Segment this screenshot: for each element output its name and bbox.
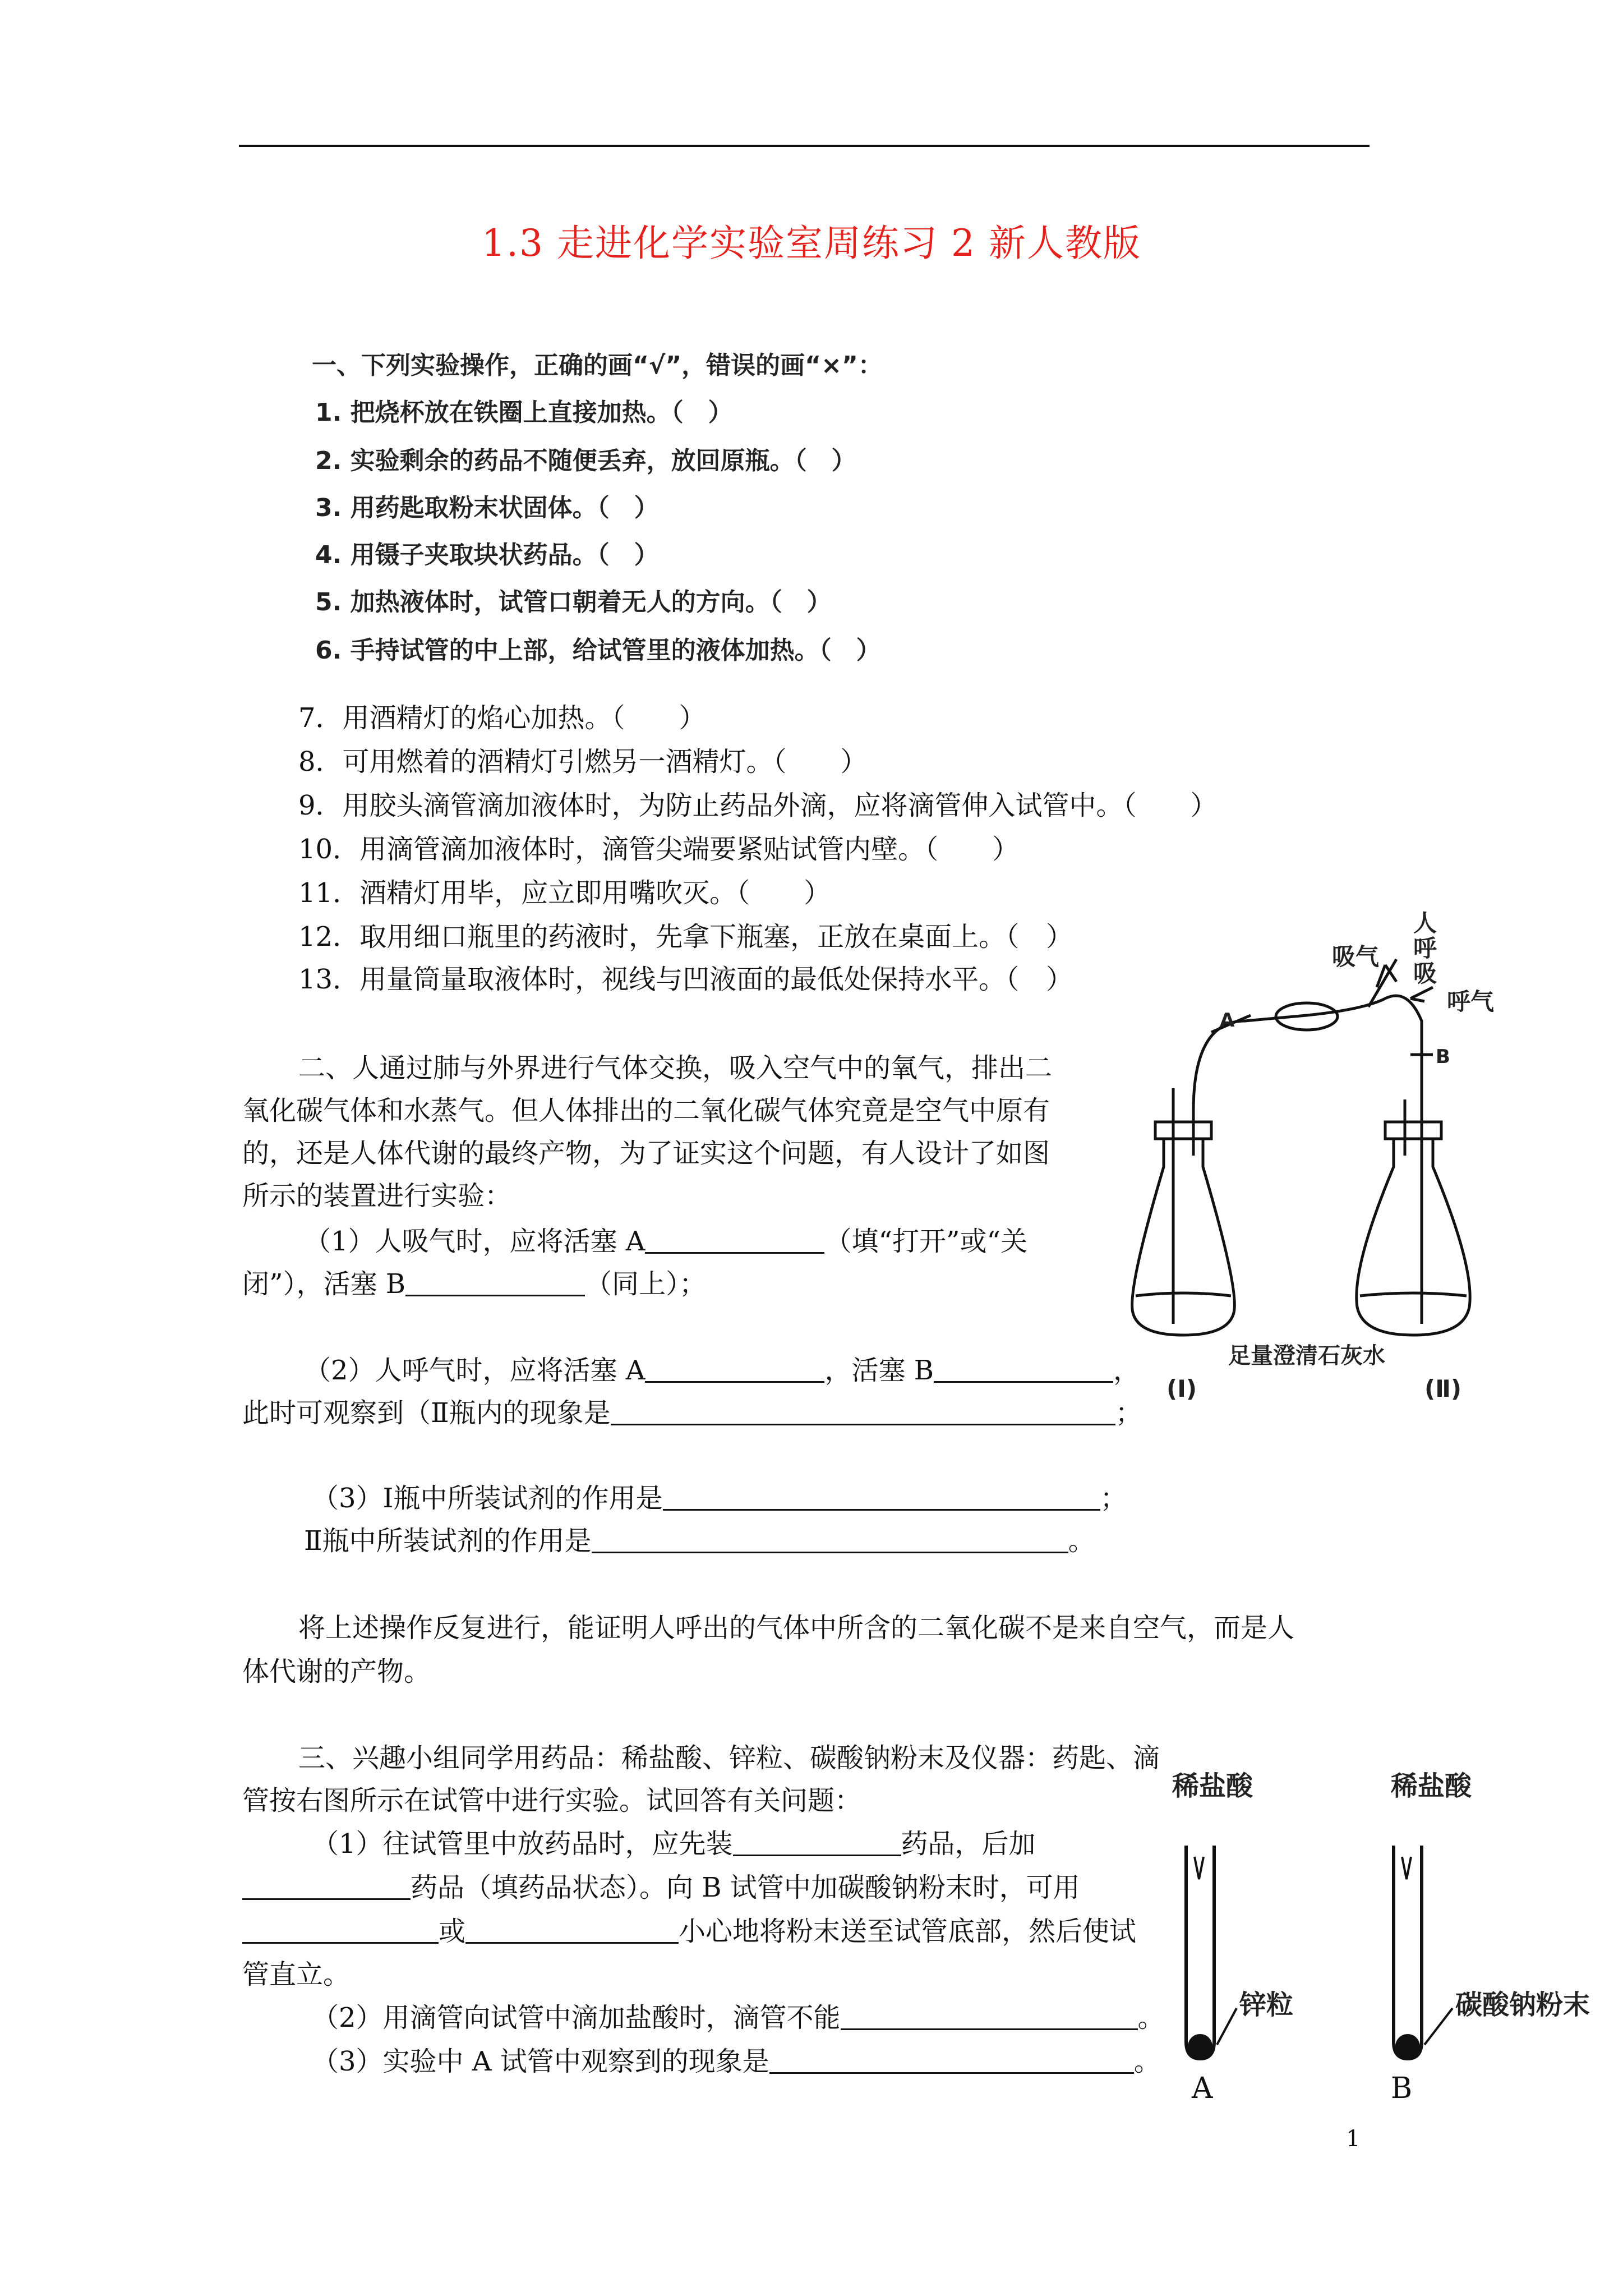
question-item: 10．用滴管滴加液体时，滴管尖端要紧贴试管内壁。（ ） [298, 834, 1020, 865]
powder-label: 碳酸钠粉末 [1455, 1989, 1590, 2021]
question-item: 5. 加热液体时，试管口朝着无人的方向。（ ） [315, 588, 832, 616]
label-hu: 呼 [1413, 935, 1437, 962]
answer-blank[interactable] [592, 1527, 1068, 1553]
question-item: 6. 手持试管的中上部，给试管里的液体加热。（ ） [315, 636, 881, 665]
exhale-arrow [1410, 987, 1433, 1001]
flask2-liquid [1360, 1293, 1467, 1296]
question-3-1-cont: 药品（填药品状态）。向 B 试管中加碳酸钠粉末时，可用 [242, 1874, 1080, 1901]
label-exhale: 呼气 [1447, 988, 1495, 1015]
label-b: B [1436, 1046, 1450, 1068]
apparatus-figure [1122, 909, 1503, 1402]
section2-intro: 的，还是人体代谢的最终产物，为了证实这个问题，有人设计了如图 [242, 1138, 1050, 1169]
answer-blank[interactable] [242, 1917, 439, 1944]
acid-label-a: 稀盐酸 [1172, 1770, 1253, 1802]
page-number: 1 [1346, 2126, 1361, 2152]
section1-heading: 一、下列实验操作，正确的画“√”，错误的画“×”： [312, 351, 883, 380]
question-3-1-cont: 管直立。 [242, 1959, 351, 1990]
question-item: 11．酒精灯用毕，应立即用嘴吹灭。（ ） [298, 877, 831, 909]
question-2-2: （2）人呼气时，应将活塞 A ，活塞 B ， [304, 1355, 1141, 1386]
test-tube-figure [1166, 1761, 1604, 2109]
question-3-2: （2）用滴管向试管中滴加盐酸时，滴管不能 。 [312, 2002, 1165, 2033]
question-item: 9．用胶头滴管滴加液体时，为防止药品外滴，应将滴管伸入试管中。（ ） [298, 790, 1218, 821]
section3-intro: 管按右图所示在试管中进行实验。试回答有关问题： [242, 1785, 862, 1816]
acid-label-b: 稀盐酸 [1391, 1770, 1472, 1802]
label-ren: 人 [1413, 909, 1437, 937]
flask2 [1357, 1139, 1470, 1335]
answer-blank[interactable] [242, 1874, 411, 1900]
tube-a-label: A [1192, 2072, 1213, 2105]
answer-blank[interactable] [611, 1399, 1115, 1425]
question-2-3: （3）Ⅰ瓶中所装试剂的作用是 ； [312, 1483, 1127, 1514]
answer-blank[interactable] [645, 1227, 824, 1254]
question-3-1-cont: 或 小心地将粉末送至试管底部，然后使试 [242, 1917, 1136, 1945]
page-title: 1.3 走进化学实验室周练习 2 新人教版 [482, 222, 1141, 265]
question-item: 8．可用燃着的酒精灯引燃另一酒精灯。（ ） [298, 746, 868, 777]
answer-blank[interactable] [405, 1270, 585, 1296]
label-inhale: 吸气 [1332, 943, 1380, 970]
section2-intro: 氧化碳气体和水蒸气。但人体排出的二氧化碳气体究竟是空气中原有 [242, 1095, 1050, 1126]
section2-conclusion: 将上述操作反复进行，能证明人呼出的气体中所含的二氧化碳不是来自空气，而是人 [298, 1612, 1295, 1644]
header-rule [239, 145, 1370, 147]
label-flask2: (Ⅱ) [1424, 1375, 1462, 1402]
question-item: 13．用量筒量取液体时，视线与凹液面的最低处保持水平。（ ） [298, 964, 1073, 995]
drop-arrow-b [1402, 1857, 1411, 1879]
answer-blank[interactable] [645, 1356, 824, 1383]
question-3-1: （1）往试管里中放药品时，应先装 药品，后加 [312, 1828, 1036, 1860]
question-item: 7．用酒精灯的焰心加热。（ ） [298, 702, 706, 734]
question-2-3-cont: Ⅱ瓶中所装试剂的作用是 。 [304, 1525, 1095, 1557]
section2-intro: 二、人通过肺与外界进行气体交换，吸入空气中的氧气，排出二 [298, 1052, 1053, 1084]
label-solution: 足量澄清石灰水 [1228, 1343, 1385, 1369]
section3-intro: 三、兴趣小组同学用药品：稀盐酸、锌粒、碳酸钠粉末及仪器：药匙、滴 [298, 1742, 1160, 1774]
answer-blank[interactable] [733, 1830, 901, 1856]
answer-blank[interactable] [663, 1484, 1100, 1511]
section2-conclusion: 体代谢的产物。 [242, 1656, 431, 1687]
question-2-1: （1）人吸气时，应将活塞 A （填“打开”或“关 [304, 1226, 1028, 1257]
answer-blank[interactable] [841, 2004, 1138, 2030]
flask2-stopper [1385, 1122, 1441, 1139]
label-flask1: (Ⅰ) [1166, 1375, 1197, 1402]
answer-blank[interactable] [465, 1917, 679, 1944]
drop-arrow-a [1195, 1857, 1204, 1879]
powder [1395, 2034, 1420, 2059]
flask1-stopper [1155, 1122, 1211, 1139]
flask1-liquid [1136, 1293, 1231, 1296]
answer-blank[interactable] [769, 2047, 1134, 2074]
question-2-2-cont: 此时可观察到（Ⅱ瓶内的现象是 ； [242, 1397, 1142, 1429]
question-item: 3. 用药匙取粉末状固体。（ ） [315, 494, 659, 522]
question-3-3: （3）实验中 A 试管中观察到的现象是 。 [312, 2046, 1161, 2077]
question-item: 1. 把烧杯放在铁圈上直接加热。（ ） [315, 398, 733, 427]
question-item: 4. 用镊子夹取块状药品。（ ） [315, 541, 659, 569]
flask1 [1132, 1139, 1235, 1335]
section2-intro: 所示的装置进行实验： [242, 1180, 512, 1212]
answer-blank[interactable] [934, 1356, 1113, 1383]
question-item: 2. 实验剩余的药品不随便丢弃，放回原瓶。（ ） [315, 447, 856, 475]
question-item: 12．取用细口瓶里的药液时，先拿下瓶塞，正放在桌面上。（ ） [298, 921, 1073, 953]
label-a: A [1220, 1009, 1235, 1032]
zinc-granule [1188, 2034, 1212, 2059]
tube-b-label: B [1391, 2072, 1413, 2105]
zinc-label: 锌粒 [1239, 1989, 1294, 2021]
question-2-1-cont: 闭”），活塞 B （同上）； [242, 1268, 707, 1300]
label-xi: 吸 [1413, 960, 1437, 987]
